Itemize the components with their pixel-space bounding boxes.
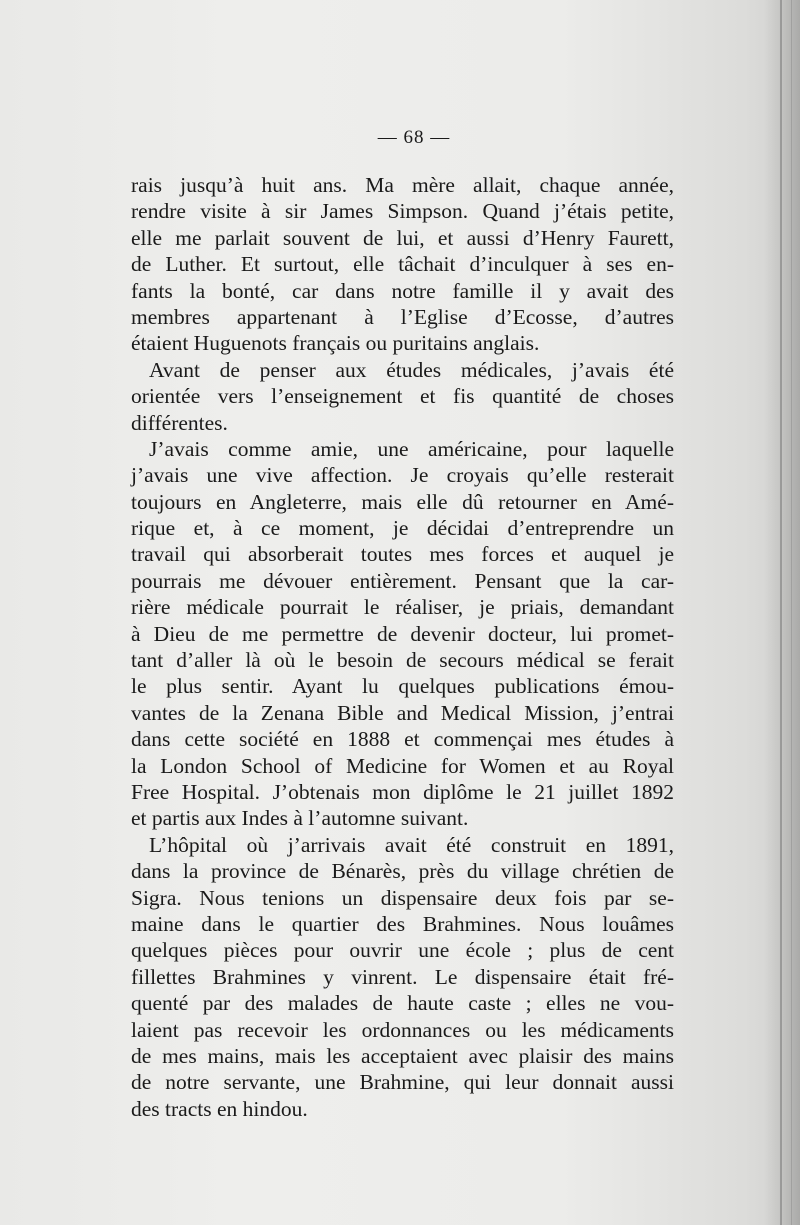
text-line: laient pas recevoir les ordonnances ou les médicaments (131, 1017, 674, 1042)
text-line: L’hôpital où j’arrivais avait été construit en 1891, (149, 832, 674, 857)
text-line: rière médicale pourrait le réaliser, je priais, demandant (131, 595, 674, 620)
text-line: maine dans le quartier des Brahmines. Nous louâmes (131, 911, 674, 936)
text-line: le plus sentir. Ayant lu quelques publications émou- (131, 674, 674, 699)
text-line: rique et, à ce moment, je décidai d’entreprendre un (131, 516, 674, 541)
text-line: de Luther. Et surtout, elle tâchait d’inculquer à ses en- (131, 252, 674, 277)
page-number: — 68 — (377, 127, 451, 148)
text-line: et partis aux Indes à l’automne suivant. (131, 806, 469, 831)
text-line: différentes. (131, 410, 228, 435)
text-line: j’avais une vive affection. Je croyais qu’elle resterait (131, 463, 674, 488)
text-line: tant d’aller là où le besoin de secours médical se ferait (131, 648, 674, 673)
text-line: J’avais comme amie, une américaine, pour laquelle (149, 436, 674, 461)
text-line: fillettes Brahmines y vinrent. Le dispensaire était fré- (131, 964, 674, 989)
body-text (131, 172, 674, 1122)
page-edge-line (780, 0, 782, 1225)
text-line: Sigra. Nous tenions un dispensaire deux fois par se- (131, 885, 674, 910)
text-line: orientée vers l’enseignement et fis quantité de choses (131, 384, 674, 409)
text-line: de notre servante, une Brahmine, qui leur donnait aussi (131, 1070, 674, 1095)
page-edge-line-outer (791, 0, 792, 1225)
text-line: à Dieu de me permettre de devenir docteur, lui promet- (131, 621, 674, 646)
text-line: fants la bonté, car dans notre famille il y avait des (131, 278, 674, 303)
text-line: de mes mains, mais les acceptaient avec plaisir des mains (131, 1043, 674, 1068)
text-line: elle me parlait souvent de lui, et aussi d’Henry Faurett, (131, 225, 674, 250)
text-line: Free Hospital. J’obtenais mon diplôme le 21 juillet 1892 (131, 779, 674, 804)
text-line: des tracts en hindou. (131, 1096, 308, 1121)
text-line: quelques pièces pour ouvrir une école ; plus de cent (131, 938, 674, 963)
text-line: toujours en Angleterre, mais elle dû retourner en Amé- (131, 489, 674, 514)
text-line: rais jusqu’à huit ans. Ma mère allait, chaque année, (131, 173, 674, 197)
page-right-shadow (764, 0, 800, 1225)
text-line: dans la province de Bénarès, près du village chrétien de (131, 859, 674, 884)
text-line: vantes de la Zenana Bible and Medical Mission, j’entrai (131, 700, 674, 725)
text-line: membres appartenant à l’Eglise d’Ecosse, d’autres (131, 304, 674, 329)
text-line: Avant de penser aux études médicales, j’avais été (149, 357, 674, 382)
text-line: étaient Huguenots français ou puritains anglais. (131, 331, 540, 356)
text-line: dans cette société en 1888 et commençai mes études à (131, 727, 674, 752)
text-line: rendre visite à sir James Simpson. Quand j’étais petite, (131, 199, 674, 224)
text-line: la London School of Medicine for Women et au Royal (131, 753, 674, 778)
text-line: pourrais me dévouer entièrement. Pensant que la car- (131, 568, 674, 593)
text-line: travail qui absorberait toutes mes forces et auquel je (131, 542, 674, 567)
text-line: quenté par des malades de haute caste ; elles ne vou- (131, 991, 674, 1016)
